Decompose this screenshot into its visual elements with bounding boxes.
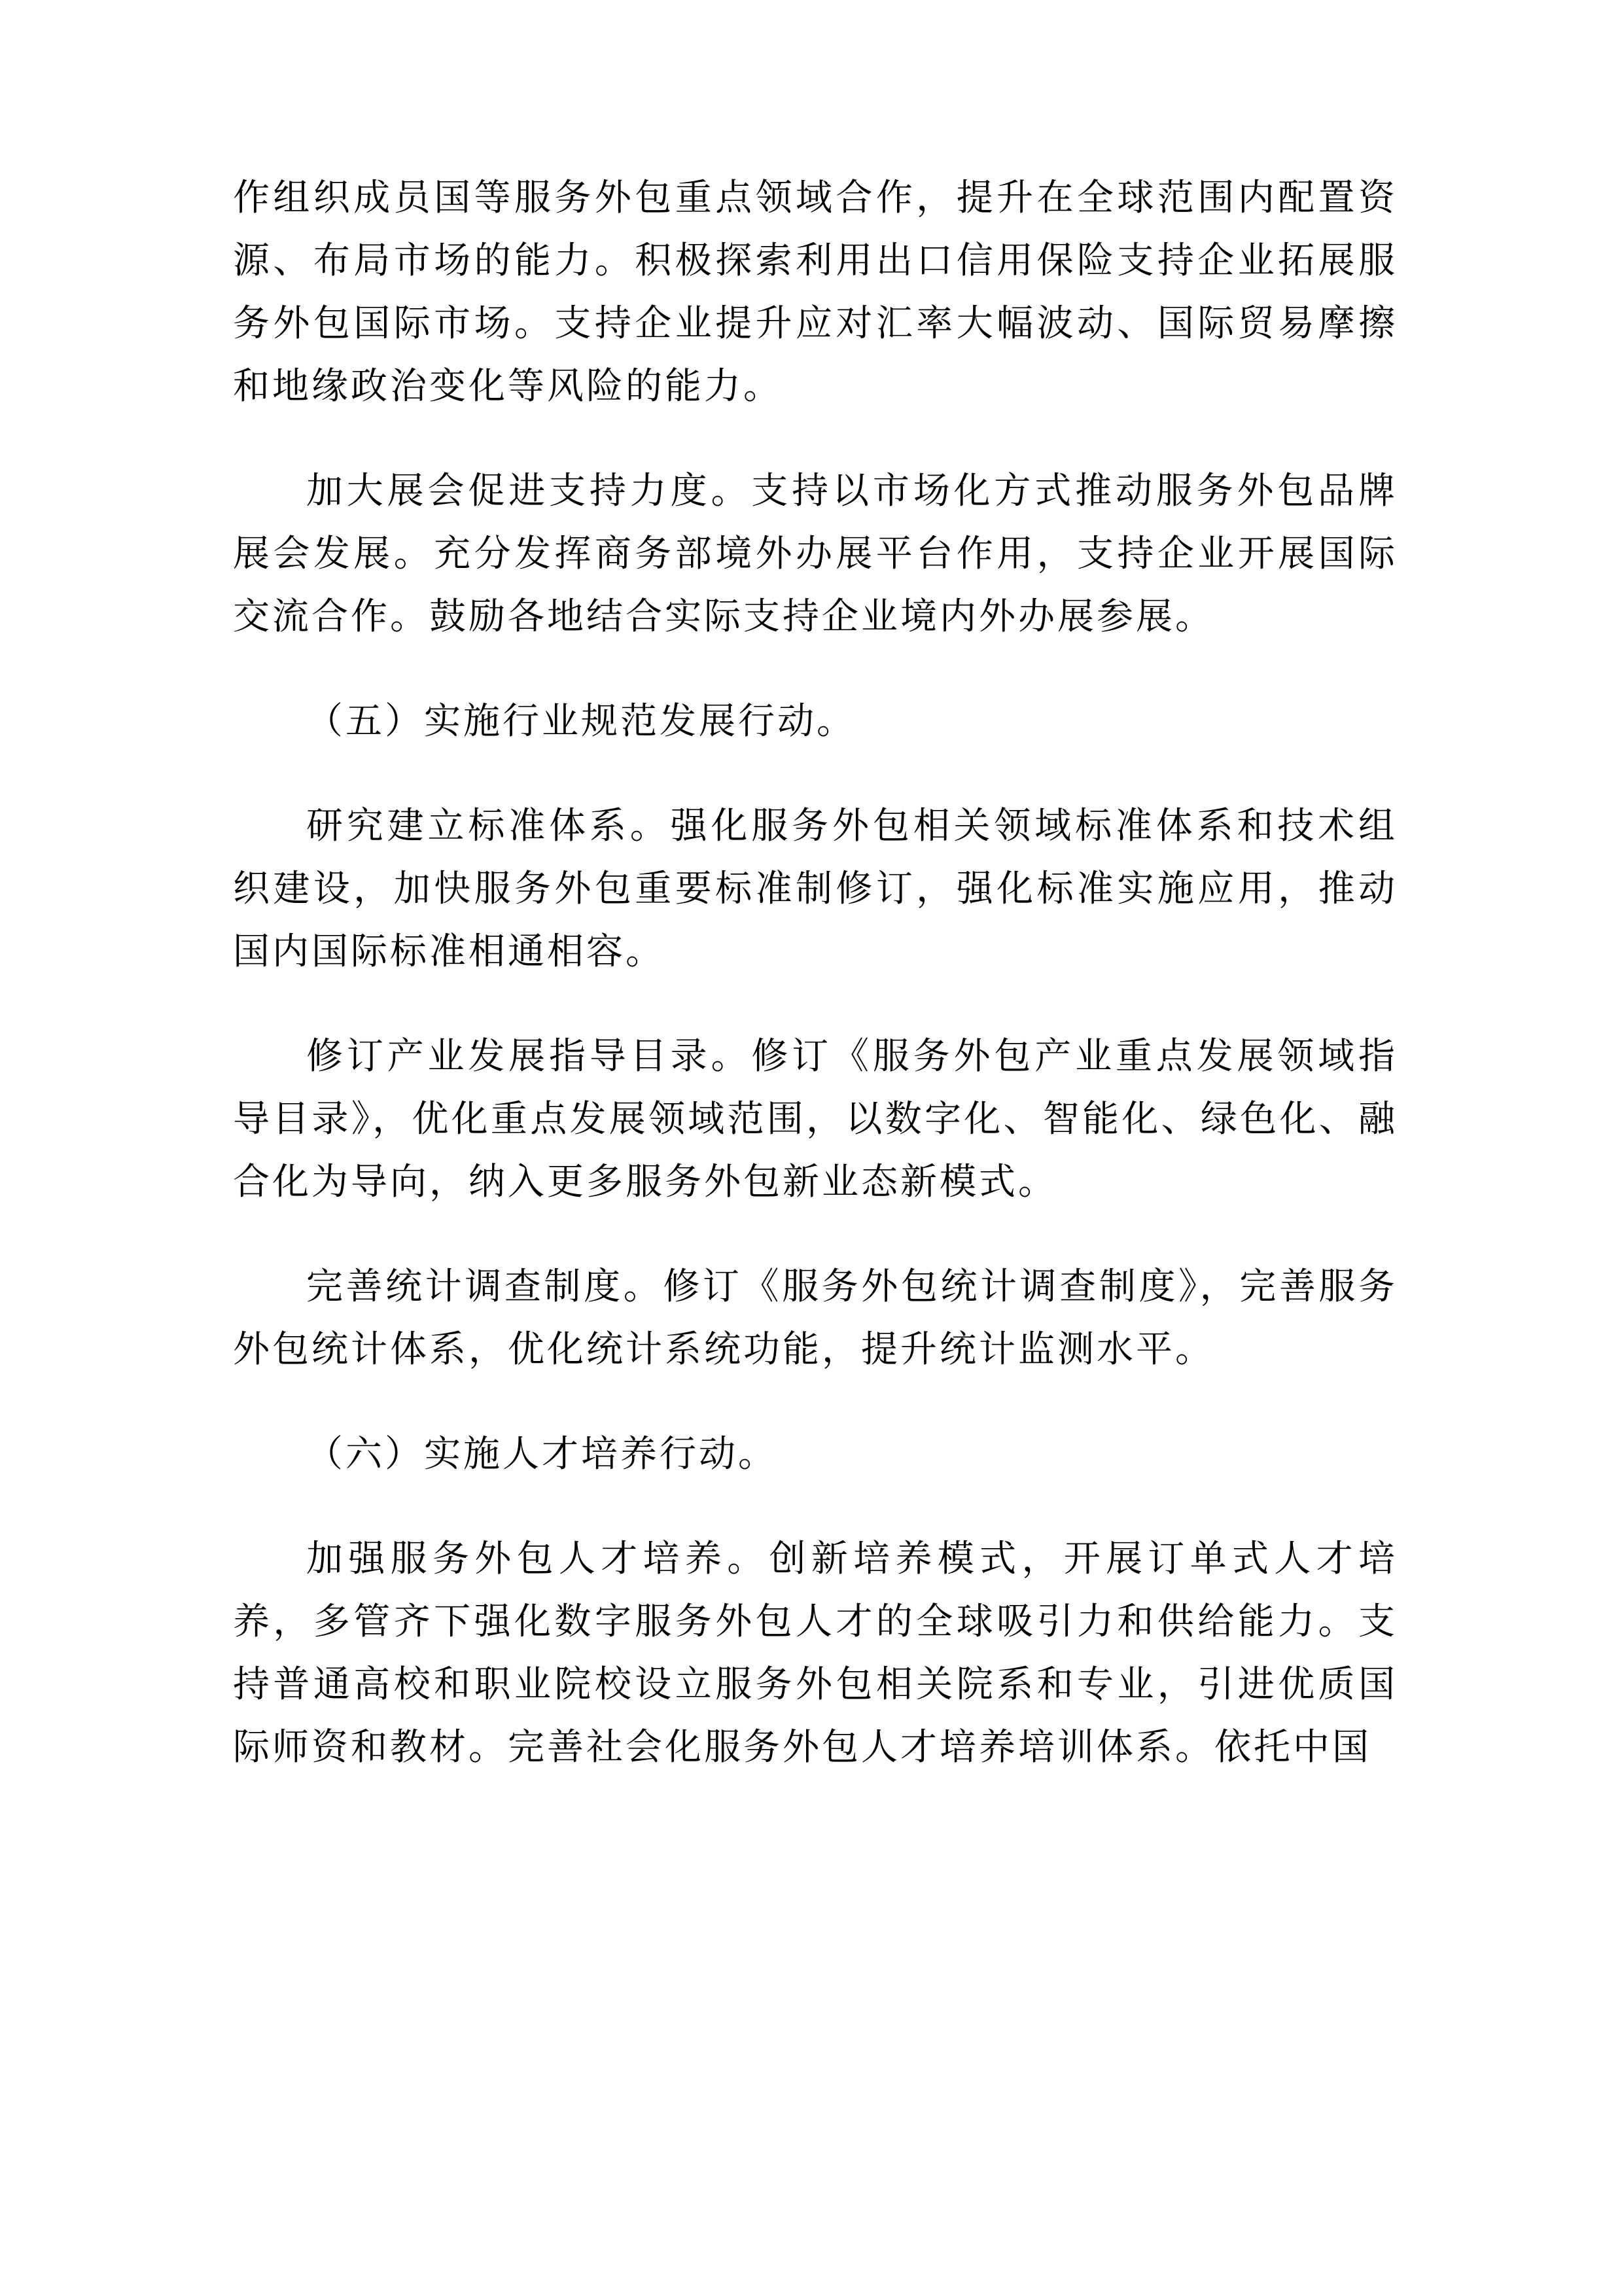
paragraph-standard-system: 研究建立标准体系。强化服务外包相关领域标准体系和技术组织建设，加快服务外包重要标准制修订，强化标准实施应用，推动国内国际标准相通相容。 <box>233 805 1398 973</box>
paragraph-statistics-system: 完善统计调查制度。修订《服务外包统计调查制度》，完善服务外包统计体系，优化统计系统功能，提升统计监测水平。 <box>233 1265 1398 1371</box>
document-body <box>233 167 1398 1821</box>
paragraph-guidance-catalog: 修订产业发展指导目录。修订《服务外包产业重点发展领域指导目录》，优化重点发展领域范围，以数字化、智能化、绿色化、融合化为导向，纳入更多服务外包新业态新模式。 <box>233 1035 1398 1203</box>
paragraph-exhibition-support: 加大展会促进支持力度。支持以市场化方式推动服务外包品牌展会发展。充分发挥商务部境外办展平台作用，支持企业开展国际交流合作。鼓励各地结合实际支持企业境内外办展参展。 <box>233 470 1398 638</box>
paragraph-talent-training: 加强服务外包人才培养。创新培养模式，开展订单式人才培养，多管齐下强化数字服务外包人才的全球吸引力和供给能力。支持普通高校和职业院校设立服务外包相关院系和专业，引进优质国际师资和教材。完善社会化服务外包人才培养培训体系。依托中国 <box>233 1538 1398 1769</box>
section-heading-talent-training: （六）实施人才培养行动。 <box>306 1433 777 1475</box>
section-heading-industry-standards: （五）实施行业规范发展行动。 <box>306 700 856 743</box>
paragraph-continuation: 作组织成员国等服务外包重点领域合作，提升在全球范围内配置资源、布局市场的能力。积极探索利用出口信用保险支持企业拓展服务外包国际市场。支持企业提升应对汇率大幅波动、国际贸易摩擦和地缘政治变化等风险的能力。 <box>233 177 1398 408</box>
